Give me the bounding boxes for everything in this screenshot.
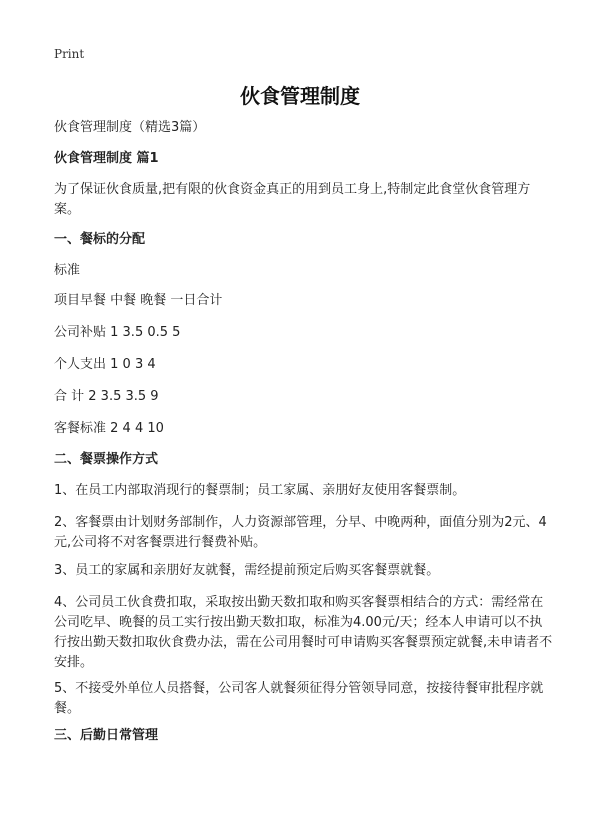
meal-table-row: 客餐标准 2 4 4 10 xyxy=(54,421,164,436)
list-item: 3、员工的家属和亲朋好友就餐，需经提前预定后购买客餐票就餐。 xyxy=(54,563,440,578)
print-label: Print xyxy=(54,47,85,61)
meal-table-row: 公司补贴 1 3.5 0.5 5 xyxy=(54,325,181,340)
meal-table-row: 合 计 2 3.5 3.5 9 xyxy=(54,389,159,404)
intro-paragraph: 为了保证伙食质量,把有限的伙食资金真正的用到员工身上,特制定此食堂伙食管理方案。 xyxy=(54,182,531,217)
list-item: 5、不接受外单位人员搭餐，公司客人就餐须征得分管领导同意，按接待餐审批程序就餐。 xyxy=(54,681,544,716)
list-item: 1、在员工内部取消现行的餐票制；员工家属、亲朋好友使用客餐票制。 xyxy=(54,483,466,498)
standard-label: 标准 xyxy=(54,263,81,278)
document-subtitle: 伙食管理制度（精选3篇） xyxy=(54,120,206,135)
list-item: 4、公司员工伙食费扣取，采取按出勤天数扣取和购买客餐票相结合的方式：需经常在公司吃早、晚餐的员工实行按出勤天数扣取，标准为4.00元/天；经本人申请可以不执行按出勤天数扣取伙食费办法，需在公司用餐时可申请购买客餐票预定就餐,未申请者不安排。 xyxy=(54,595,553,670)
meal-table-row: 项目早餐 中餐 晚餐 一日合计 xyxy=(54,293,223,308)
section-heading-2: 二、餐票操作方式 xyxy=(54,452,159,467)
page-title: 伙食管理制度 xyxy=(240,84,360,108)
meal-table-row: 个人支出 1 0 3 4 xyxy=(54,357,156,372)
part-heading: 伙食管理制度 篇1 xyxy=(54,151,159,166)
section-heading-3: 三、后勤日常管理 xyxy=(54,728,159,743)
list-item: 2、客餐票由计划财务部制作，人力资源部管理，分早、中晚两种，面值分别为2元、4元,公司将不对客餐票进行餐费补贴。 xyxy=(54,515,547,550)
section-heading-1: 一、餐标的分配 xyxy=(54,232,146,247)
